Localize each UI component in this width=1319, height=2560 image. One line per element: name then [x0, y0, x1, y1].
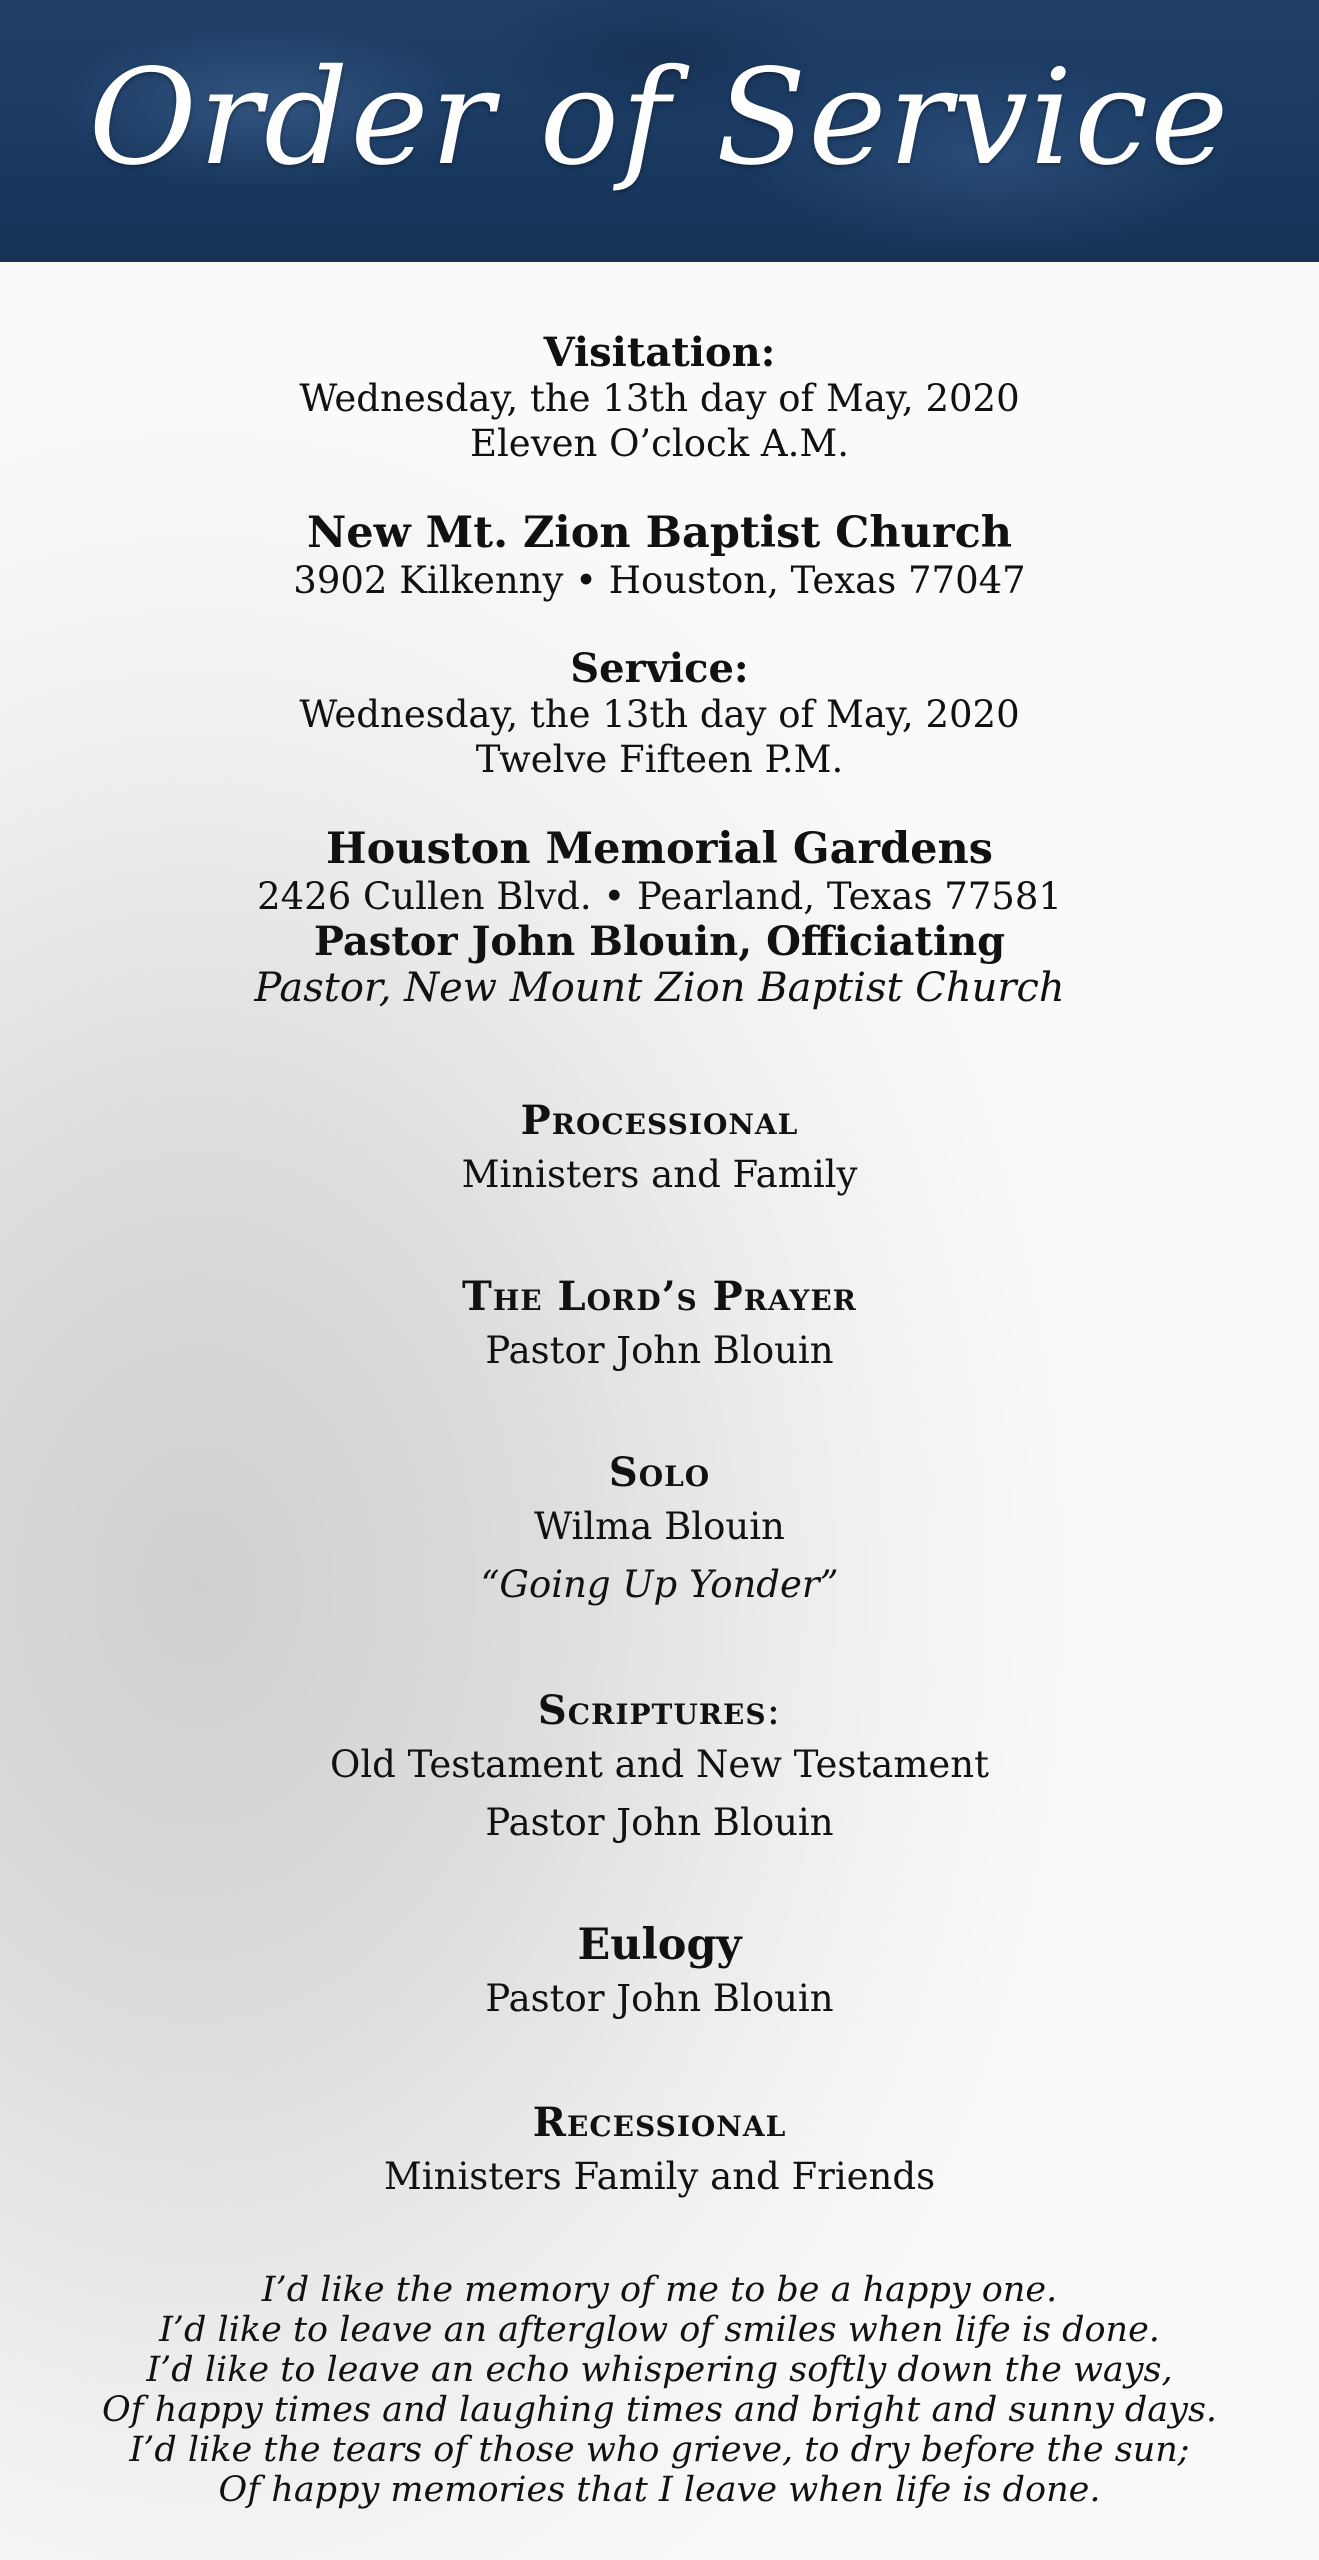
poem-line: I’d like to leave an echo whispering softly down the ways, — [146, 2350, 1173, 2390]
scriptures-detail-1: Old Testament and New Testament — [329, 1743, 989, 1786]
program-solo — [0, 1448, 1319, 1614]
officiant-name: Pastor John Blouin, Officiating — [313, 918, 1006, 965]
poem-line: I’d like the memory of me to be a happy one. — [261, 2270, 1058, 2310]
church-address: 3902 Kilkenny • Houston, Texas 77047 — [293, 559, 1026, 602]
poem-line: Of happy times and laughing times and bright and sunny days. — [101, 2390, 1218, 2430]
solo-song: “Going Up Yonder” — [480, 1563, 839, 1606]
service-date: Wednesday, the 13th day of May, 2020 — [299, 693, 1020, 736]
page-title: Order of Service — [88, 41, 1231, 195]
lords-prayer-title: The Lord’s Prayer — [462, 1273, 857, 1320]
solo-performer: Wilma Blouin — [534, 1505, 785, 1548]
solo-title: Solo — [608, 1449, 711, 1496]
recessional-title: Recessional — [532, 2099, 787, 2146]
processional-title: Processional — [520, 1097, 799, 1144]
cemetery-name: Houston Memorial Gardens — [326, 824, 993, 874]
scriptures-heading — [0, 1686, 1319, 1736]
cemetery-address: 2426 Cullen Blvd. • Pearland, Texas 77581 — [257, 875, 1062, 918]
scriptures-title: Scriptures — [537, 1687, 767, 1734]
scriptures-detail-2: Pastor John Blouin — [485, 1801, 834, 1844]
poem-line: Of happy memories that I leave when life is done. — [218, 2470, 1101, 2510]
service-time: Twelve Fifteen P.M. — [475, 738, 844, 781]
visitation-date: Wednesday, the 13th day of May, 2020 — [299, 377, 1020, 420]
cemetery-section — [0, 824, 1319, 1011]
eulogy-detail: Pastor John Blouin — [485, 1977, 834, 2020]
recessional-detail: Ministers Family and Friends — [383, 2155, 936, 2198]
scriptures-colon: : — [766, 1688, 782, 1734]
eulogy-title: Eulogy — [577, 1920, 742, 1970]
church-section — [0, 508, 1319, 603]
visitation-section — [0, 330, 1319, 466]
lords-prayer-detail: Pastor John Blouin — [485, 1329, 834, 1372]
title-banner — [0, 0, 1319, 262]
program-recessional — [0, 2098, 1319, 2206]
visitation-heading: Visitation: — [543, 329, 776, 376]
closing-poem — [0, 2270, 1319, 2510]
program-lords-prayer — [0, 1272, 1319, 1380]
program-processional — [0, 1096, 1319, 1204]
processional-detail: Ministers and Family — [461, 1153, 858, 1196]
program-scriptures — [0, 1686, 1319, 1852]
program-eulogy — [0, 1920, 1319, 2028]
service-section — [0, 646, 1319, 782]
officiant-title: Pastor, New Mount Zion Baptist Church — [254, 965, 1065, 1011]
church-name: New Mt. Zion Baptist Church — [306, 508, 1013, 558]
poem-line: I’d like to leave an afterglow of smiles when life is done. — [159, 2310, 1160, 2350]
visitation-time: Eleven O’clock A.M. — [469, 422, 850, 465]
service-heading: Service: — [570, 645, 749, 692]
poem-line: I’d like the tears of those who grieve, to dry before the sun; — [129, 2430, 1190, 2470]
